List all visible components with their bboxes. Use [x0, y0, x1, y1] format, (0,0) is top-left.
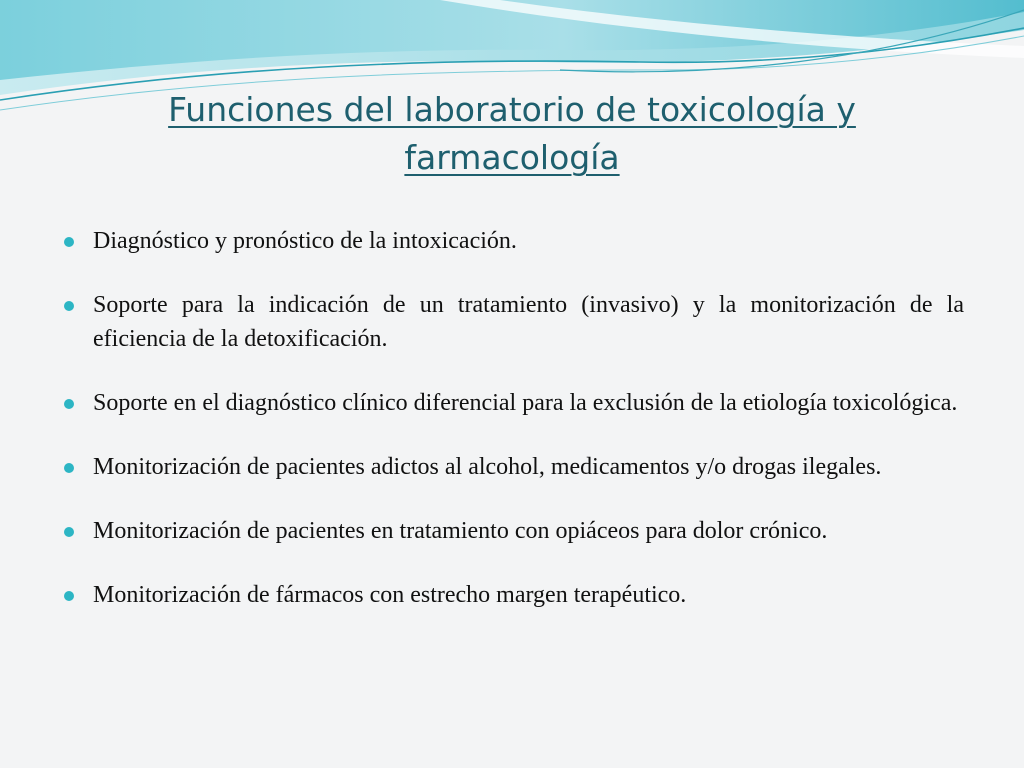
bullet-dot-icon [64, 237, 74, 247]
bullet-list [62, 224, 964, 642]
bullet-text: Soporte en el diagnóstico clínico diferencial para la exclusión de la etiología toxicológica. [93, 390, 958, 416]
list-item [62, 288, 964, 356]
bullet-dot-icon [64, 301, 74, 311]
list-item [62, 514, 964, 548]
bullet-dot-icon [64, 591, 74, 601]
bullet-dot-icon [64, 527, 74, 537]
bullet-text: Monitorización de pacientes adictos al alcohol, medicamentos y/o drogas ilegales. [93, 454, 882, 480]
slide-title: Funciones del laboratorio de toxicología y farmacología [168, 90, 856, 177]
bullet-text: Monitorización de fármacos con estrecho margen terapéutico. [93, 582, 687, 608]
bullet-text: Soporte para la indicación de un tratamiento (invasivo) y la monitorización de la eficiencia de la detoxificación. [93, 292, 964, 352]
bullet-text: Monitorización de pacientes en tratamiento con opiáceos para dolor crónico. [93, 518, 828, 544]
list-item [62, 578, 964, 612]
list-item [62, 450, 964, 484]
list-item [62, 224, 964, 258]
bullet-dot-icon [64, 463, 74, 473]
list-item [62, 386, 964, 420]
bullet-dot-icon [64, 399, 74, 409]
bullet-text: Diagnóstico y pronóstico de la intoxicación. [93, 228, 517, 254]
